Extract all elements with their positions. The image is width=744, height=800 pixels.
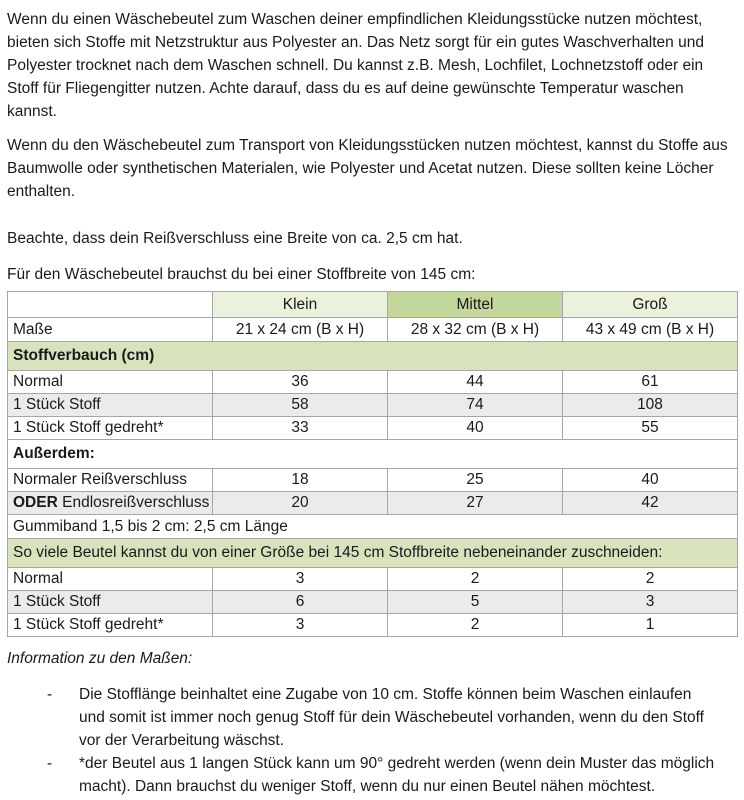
header-mittel-cell: Mittel [388, 292, 563, 318]
zip-normal-mittel-cell: 25 [388, 469, 563, 492]
section-ausserdem-cell: Außerdem: [8, 440, 738, 469]
sv-gedreht-label-cell: 1 Stück Stoff gedreht* [8, 417, 213, 440]
row-anzahl-1stueck [8, 591, 738, 614]
row-masse [8, 318, 738, 342]
row-zipper-normal [8, 469, 738, 492]
table-intro: Für den Wäschebeutel brauchst du bei einer Stoffbreite von 145 cm: [7, 266, 476, 283]
n-stueck-gross-cell: 3 [563, 591, 738, 614]
zip-endlos-label-cell [8, 492, 213, 515]
sv-normal-label-cell: Normal [8, 371, 213, 394]
n-normal-gross-cell: 2 [563, 568, 738, 591]
notes-heading: Information zu den Maßen: [7, 650, 193, 667]
section-row-ausserdem [8, 440, 738, 469]
row-stoffverbrauch-normal [8, 371, 738, 394]
zip-endlos-klein-cell: 20 [213, 492, 388, 515]
paragraph-zipper-note: Beachte, dass dein Reißverschluss eine Breite von ca. 2,5 cm hat. [7, 230, 463, 247]
header-empty-cell [8, 292, 213, 318]
sv-stueck-label-cell: 1 Stück Stoff [8, 394, 213, 417]
masse-label-cell: Maße [8, 318, 213, 342]
section-row-anzahl [8, 539, 738, 568]
row-stoffverbrauch-1stueck [8, 394, 738, 417]
zip-endlos-mittel-cell: 27 [388, 492, 563, 515]
zip-endlos-gross-cell: 42 [563, 492, 738, 515]
masse-klein-cell: 21 x 24 cm (B x H) [213, 318, 388, 342]
zip-normal-gross-cell: 40 [563, 469, 738, 492]
row-anzahl-gedreht [8, 614, 738, 637]
header-klein-cell: Klein [213, 292, 388, 318]
masse-mittel-cell: 28 x 32 cm (B x H) [388, 318, 563, 342]
note-text-stofflaenge: Die Stofflänge beinhaltet eine Zugabe von 10 cm. Stoffe können beim Waschen einlaufen und somit ist immer noch genug Stoff für dein Wäschebeutel vorhanden, wenn du den Stoff vor der Verarbeitung wäschst. [79, 686, 704, 749]
masse-gross-cell: 43 x 49 cm (B x H) [563, 318, 738, 342]
endlos-text: Endlosreißverschluss [62, 494, 210, 511]
list-item [7, 683, 737, 752]
sv-normal-mittel-cell: 44 [388, 371, 563, 394]
paragraph-transport: Wenn du den Wäschebeutel zum Transport von Kleidungsstücken nutzen möchtest, kannst du Stoffe aus Baumwolle oder synthetischen Materialen, wie Polyester und Acetat nutzen. Diese sollten keine Löcher enthalten. [7, 137, 728, 200]
bullet-marker: - [47, 686, 53, 703]
zip-normal-label-cell: Normaler Reißverschluss [8, 469, 213, 492]
paragraph-washing: Wenn du einen Wäschebeutel zum Waschen deiner empfindlichen Kleidungsstücke nutzen möchtest, bieten sich Stoffe mit Netzstruktur aus Polyester an. Das Netz sorgt für ein gutes Waschverhalten und Polyester trocknet nach dem Waschen schnell. Du kannst z.B. Mesh, Lochfilet, Lochnetzstoff oder ein Stoff für Fliegengitter nutzen. Achte darauf, dass du es auf deine gewünschte Temperatur waschen kannst. [7, 11, 704, 120]
section-row-stoffverbrauch [8, 342, 738, 371]
sv-stueck-mittel-cell: 74 [388, 394, 563, 417]
row-zipper-endlos [8, 492, 738, 515]
row-gummiband [8, 515, 738, 539]
sv-gedreht-mittel-cell: 40 [388, 417, 563, 440]
section-anzahl-cell: So viele Beutel kannst du von einer Größe bei 145 cm Stoffbreite nebeneinander zuschneiden: [8, 539, 738, 568]
notes-list [7, 683, 737, 798]
sv-normal-gross-cell: 61 [563, 371, 738, 394]
n-gedreht-klein-cell: 3 [213, 614, 388, 637]
list-item [7, 752, 737, 798]
n-stueck-klein-cell: 6 [213, 591, 388, 614]
row-stoffverbrauch-gedreht [8, 417, 738, 440]
n-gedreht-label-cell: 1 Stück Stoff gedreht* [8, 614, 213, 637]
sv-normal-klein-cell: 36 [213, 371, 388, 394]
n-stueck-label-cell: 1 Stück Stoff [8, 591, 213, 614]
fabric-requirements-table [7, 291, 738, 637]
n-normal-label-cell: Normal [8, 568, 213, 591]
sv-gedreht-gross-cell: 55 [563, 417, 738, 440]
header-gross-cell: Groß [563, 292, 738, 318]
sv-gedreht-klein-cell: 33 [213, 417, 388, 440]
n-normal-klein-cell: 3 [213, 568, 388, 591]
n-gedreht-gross-cell: 1 [563, 614, 738, 637]
note-text-gedreht: *der Beutel aus 1 langen Stück kann um 90° gedreht werden (wenn dein Muster das möglich macht). Dann brauchst du weniger Stoff, wenn du nur einen Beutel nähen möchtest. [79, 755, 715, 795]
n-stueck-mittel-cell: 5 [388, 591, 563, 614]
n-gedreht-mittel-cell: 2 [388, 614, 563, 637]
section-stoffverbrauch-cell: Stoffverbauch (cm) [8, 342, 738, 371]
oder-bold-text: ODER [13, 494, 58, 511]
bullet-marker: - [47, 755, 53, 772]
row-anzahl-normal [8, 568, 738, 591]
zip-normal-klein-cell: 18 [213, 469, 388, 492]
gummiband-cell: Gummiband 1,5 bis 2 cm: 2,5 cm Länge [8, 515, 738, 539]
n-normal-mittel-cell: 2 [388, 568, 563, 591]
sv-stueck-gross-cell: 108 [563, 394, 738, 417]
table-header-row [8, 292, 738, 318]
sv-stueck-klein-cell: 58 [213, 394, 388, 417]
